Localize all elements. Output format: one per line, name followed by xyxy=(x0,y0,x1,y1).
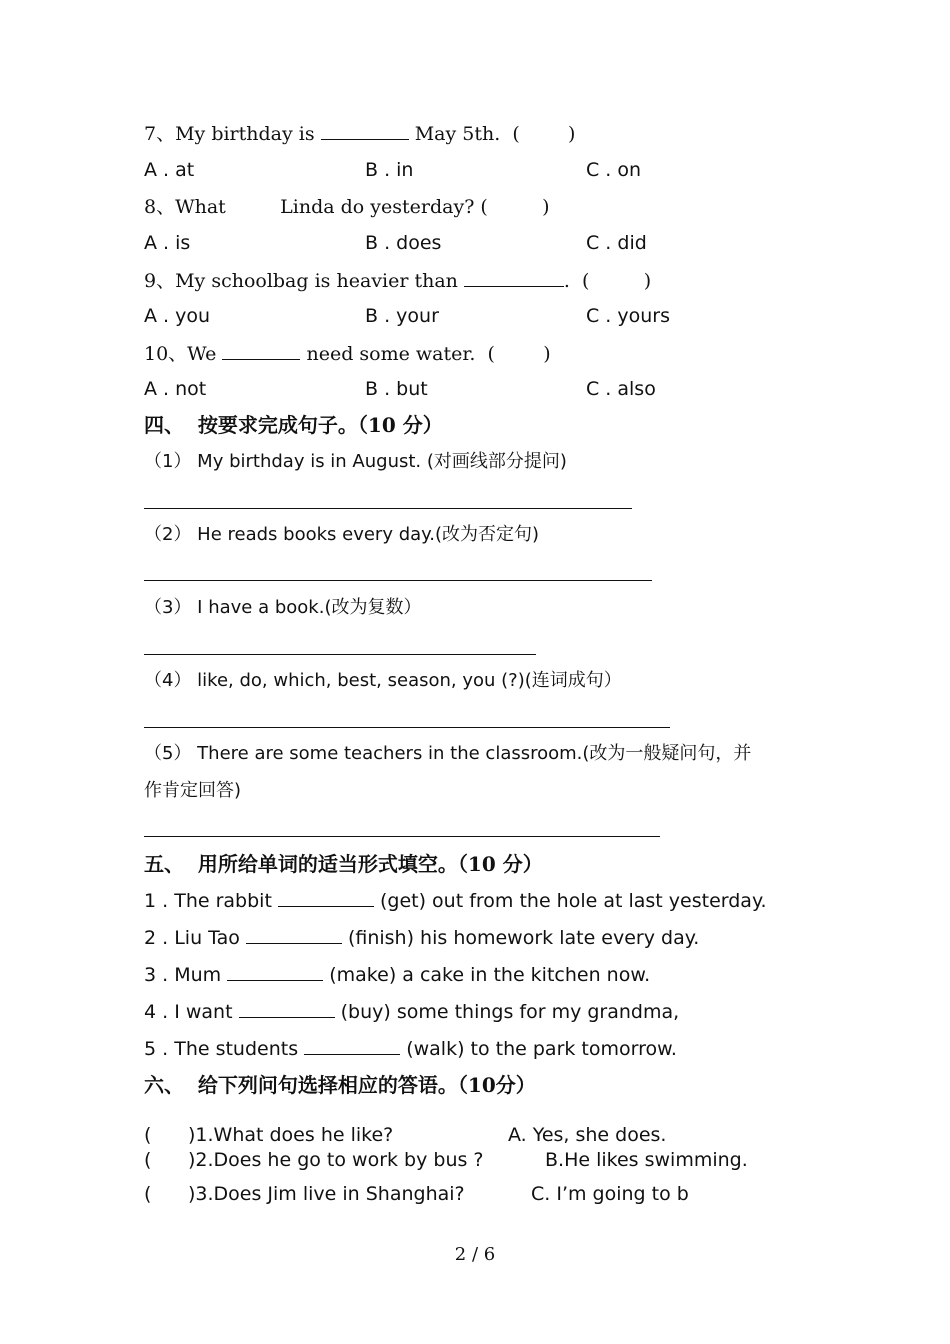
option-c: C . also xyxy=(586,378,656,400)
answer-c: C. I’m going to b xyxy=(531,1183,689,1205)
answer-paren: ( xyxy=(144,1183,152,1205)
page-number: 2 / 6 xyxy=(454,1244,496,1265)
question-7 xyxy=(144,121,575,146)
item-tail: (finish) his homework late every day. xyxy=(341,927,700,949)
section-4-item-5: （5） There are some teachers in the classroom.(改为一般疑问句，并 xyxy=(144,743,752,764)
option-b: B . does xyxy=(365,232,442,254)
section-5-item-1 xyxy=(144,888,767,913)
section-4-item-2: （2） He reads books every day.(改为否定句) xyxy=(144,524,539,545)
question-10 xyxy=(144,341,551,366)
question-9-tail: . ( ) xyxy=(563,270,652,292)
section-5-item-4 xyxy=(144,999,679,1024)
answer-line xyxy=(144,836,660,837)
option-b: B . but xyxy=(365,378,428,400)
item-tail: (make) a cake in the kitchen now. xyxy=(323,964,651,986)
answer-blank xyxy=(246,925,342,944)
option-a: A . not xyxy=(144,378,207,400)
answer-b: B.He likes swimming. xyxy=(545,1149,748,1171)
option-c: C . on xyxy=(586,159,642,181)
answer-blank xyxy=(464,268,564,287)
item-text: 2 . Liu Tao xyxy=(144,927,246,949)
option-c: C . did xyxy=(586,232,647,254)
answer-line xyxy=(144,580,652,581)
section-5-item-3 xyxy=(144,962,650,987)
section-5-item-2 xyxy=(144,925,699,950)
option-a: A . is xyxy=(144,232,191,254)
question-2: )2.Does he go to work by bus ? xyxy=(188,1149,484,1171)
section-4-item-4: （4） like, do, which, best, season, you (?)(连词成句） xyxy=(144,670,622,691)
question-7-text: 7、My birthday is xyxy=(144,123,321,145)
section-4-item-5-continued: 作肯定回答) xyxy=(144,780,242,801)
question-8: 8、What Linda do yesterday? ( ) xyxy=(144,196,550,218)
option-b: B . in xyxy=(365,159,414,181)
item-tail: (walk) to the park tomorrow. xyxy=(400,1038,677,1060)
item-text: 5 . The students xyxy=(144,1038,305,1060)
answer-blank xyxy=(227,962,323,981)
section-4-item-3: （3） I have a book.(改为复数） xyxy=(144,597,422,618)
answer-a: A. Yes, she does. xyxy=(508,1124,667,1146)
answer-blank xyxy=(304,1036,400,1055)
answer-blank xyxy=(222,341,300,360)
question-3: )3.Does Jim live in Shanghai? xyxy=(188,1183,465,1205)
question-9 xyxy=(144,268,651,293)
answer-line xyxy=(144,508,632,509)
item-tail: (buy) some things for my grandma, xyxy=(334,1001,680,1023)
question-9-text: 9、My schoolbag is heavier than xyxy=(144,270,464,292)
answer-blank xyxy=(239,999,335,1018)
answer-blank xyxy=(278,888,374,907)
section-4-heading: 四、 按要求完成句子。（10 分） xyxy=(144,413,443,437)
section-4-item-1: （1） My birthday is in August. (对画线部分提问) xyxy=(144,451,567,472)
item-text: 4 . I want xyxy=(144,1001,239,1023)
question-10-text: 10、We xyxy=(144,343,223,365)
section-6-heading: 六、 给下列问句选择相应的答语。（10分） xyxy=(144,1073,536,1097)
question-10-tail: need some water. ( ) xyxy=(300,343,551,365)
option-a: A . at xyxy=(144,159,195,181)
answer-line xyxy=(144,727,670,728)
item-text: 3 . Mum xyxy=(144,964,228,986)
answer-blank xyxy=(321,121,409,140)
option-a: A . you xyxy=(144,305,211,327)
section-5-heading: 五、 用所给单词的适当形式填空。（10 分） xyxy=(144,852,543,876)
answer-paren: ( xyxy=(144,1124,152,1146)
answer-paren: ( xyxy=(144,1149,152,1171)
answer-line xyxy=(144,654,536,655)
section-5-item-5 xyxy=(144,1036,677,1061)
item-text: 1 . The rabbit xyxy=(144,890,278,912)
question-1: )1.What does he like? xyxy=(188,1124,394,1146)
item-tail: (get) out from the hole at last yesterday. xyxy=(373,890,767,912)
option-c: C . yours xyxy=(586,305,671,327)
option-b: B . your xyxy=(365,305,439,327)
question-7-tail: May 5th. ( ) xyxy=(408,123,576,145)
